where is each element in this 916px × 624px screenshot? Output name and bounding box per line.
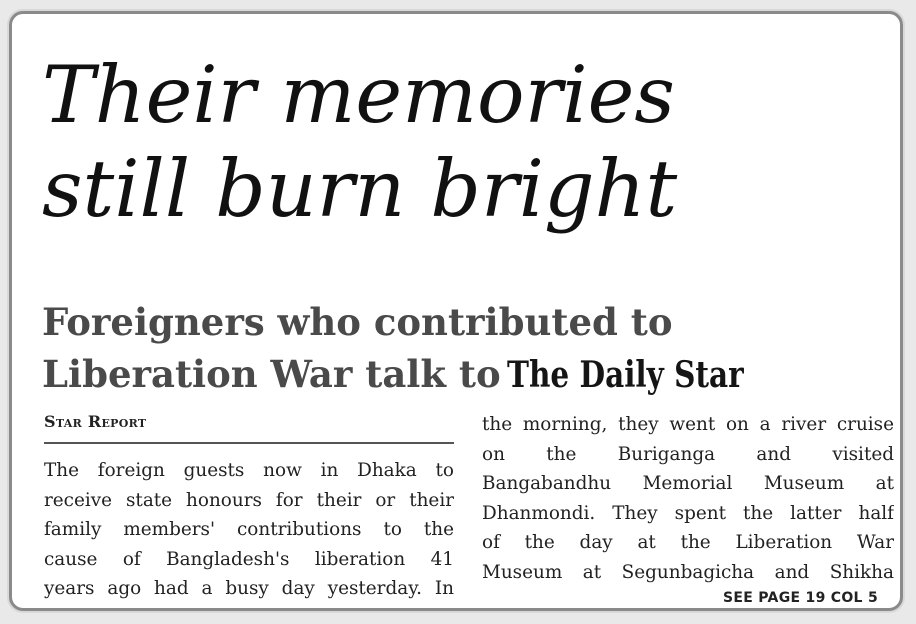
continued-on-page-label: SEE PAGE 19 COL 5 bbox=[723, 590, 878, 606]
subheadline-line-2: Liberation War talk to bbox=[42, 352, 501, 396]
body-text-line: Dhanmondi. They spent the latter half bbox=[482, 502, 894, 524]
body-text-line: family members' contributions to the bbox=[44, 519, 454, 540]
article-clipping bbox=[9, 11, 903, 611]
body-text-line: years ago had a busy day yesterday. In bbox=[44, 578, 454, 599]
headline-line-2: still burn bright bbox=[42, 143, 678, 235]
body-text-line: The foreign guests now in Dhaka to bbox=[44, 460, 454, 481]
body-text-line: the morning, they went on a river cruise bbox=[482, 414, 894, 435]
subheadline-line-1: Foreigners who contributed to bbox=[42, 300, 673, 344]
subheadline bbox=[42, 296, 902, 401]
body-text-line: on the Buriganga and visited bbox=[482, 443, 894, 465]
byline-divider bbox=[44, 442, 454, 444]
body-text-line: Bangabandhu Memorial Museum at bbox=[482, 473, 894, 494]
article-column-left bbox=[44, 456, 454, 604]
body-text-line: of the day at the Liberation War bbox=[482, 532, 894, 553]
byline: Star Report bbox=[44, 412, 147, 431]
body-text-line: cause of Bangladesh's liberation 41 bbox=[44, 548, 454, 570]
body-text-line: receive state honours for their or their bbox=[44, 489, 454, 511]
daily-star-masthead-logo: The Daily Star bbox=[506, 354, 744, 396]
body-text-line: Museum at Segunbagicha and Shikha bbox=[482, 561, 894, 583]
article-column-right bbox=[482, 410, 894, 587]
headline bbox=[42, 48, 902, 236]
headline-line-1: Their memories bbox=[42, 49, 675, 141]
